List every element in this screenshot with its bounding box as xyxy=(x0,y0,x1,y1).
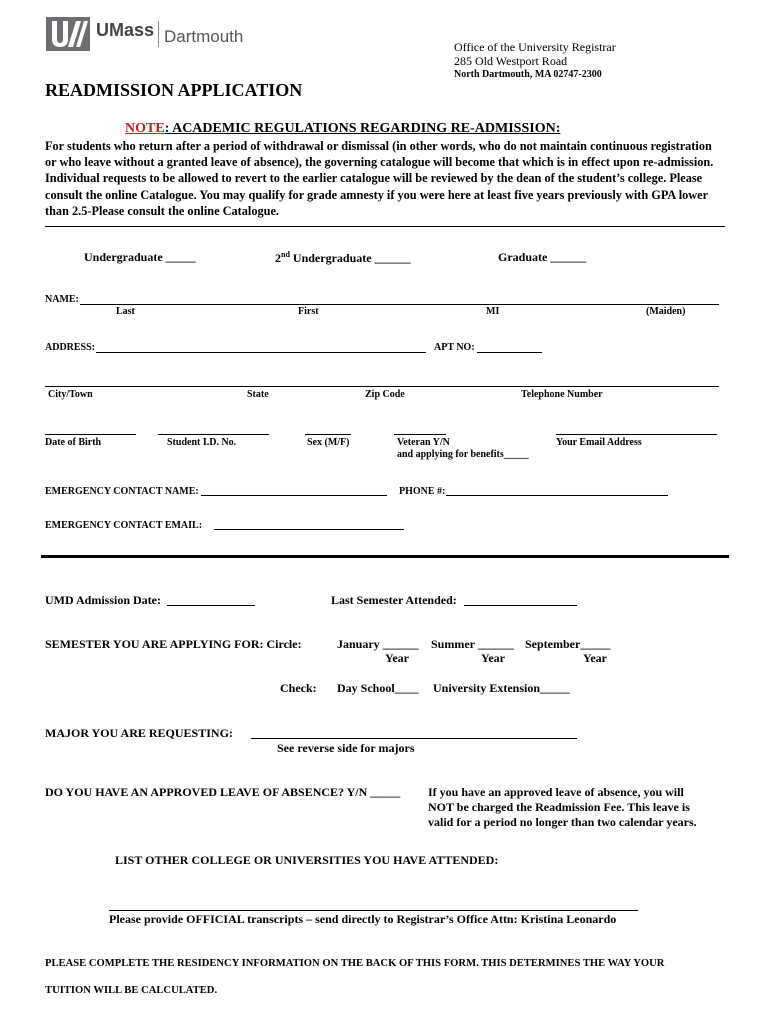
state-caption: State xyxy=(247,389,269,400)
transcripts-note: Please provide OFFICIAL transcripts – send directly to Registrar’s Office Attn: Kristina Leonardo xyxy=(109,912,617,926)
january-year-caption: Year xyxy=(385,651,409,665)
veteran-caption: Veteran Y/N xyxy=(397,437,450,448)
note-heading xyxy=(125,121,560,137)
logo-dartmouth-text: Dartmouth xyxy=(164,27,244,46)
section-divider xyxy=(41,555,729,558)
emergency-phone-field[interactable] xyxy=(446,495,668,496)
city-state-zip-phone-field[interactable] xyxy=(45,386,719,387)
residency-line-1: PLEASE COMPLETE THE RESIDENCY INFORMATION ON THE BACK OF THIS FORM. THIS DETERMINES THE WAY YOUR xyxy=(45,958,665,969)
second-undergraduate-field[interactable] xyxy=(275,250,411,266)
leave-question[interactable]: DO YOU HAVE AN APPROVED LEAVE OF ABSENCE? Y/N _____ xyxy=(45,785,401,799)
emergency-phone-label: PHONE #: xyxy=(399,486,446,497)
major-field[interactable] xyxy=(251,738,577,739)
name-mi-caption: MI xyxy=(486,306,500,317)
office-line-2: 285 Old Westport Road xyxy=(454,54,568,68)
emergency-email-field[interactable] xyxy=(214,529,404,530)
veteran-field[interactable] xyxy=(394,434,446,435)
graduate-field[interactable]: Graduate ______ xyxy=(498,250,587,264)
last-semester-label: Last Semester Attended: xyxy=(331,593,457,607)
name-maiden-caption: (Maiden) xyxy=(646,306,686,317)
umass-seal-icon xyxy=(46,17,90,51)
office-line-3: North Dartmouth, MA 02747-2300 xyxy=(454,69,602,80)
second-number: 2 xyxy=(275,251,281,265)
page-title: READMISSION APPLICATION xyxy=(45,80,303,100)
student-id-field[interactable] xyxy=(158,434,269,435)
dob-caption: Date of Birth xyxy=(45,437,102,448)
apt-field[interactable] xyxy=(477,352,542,353)
sex-caption: Sex (M/F) xyxy=(307,437,350,448)
september-year-caption: Year xyxy=(583,651,607,665)
name-last-caption: Last xyxy=(116,306,135,317)
last-semester-field[interactable] xyxy=(464,605,577,606)
residency-line-2: TUITION WILL BE CALCULATED. xyxy=(45,985,218,996)
email-caption: Your Email Address xyxy=(556,437,642,448)
second-label: Undergraduate ______ xyxy=(289,251,411,265)
sex-field[interactable] xyxy=(305,434,351,435)
student-id-caption: Student I.D. No. xyxy=(167,437,237,448)
note-heading-text: : ACADEMIC REGULATIONS REGARDING RE-ADMISSION: xyxy=(164,121,561,136)
umass-logo xyxy=(46,17,256,51)
office-line-1: Office of the University Registrar xyxy=(454,40,616,54)
veteran-benefits-caption[interactable]: and applying for benefits_____ xyxy=(397,449,529,460)
emergency-email-label: EMERGENCY CONTACT EMAIL: xyxy=(45,520,203,531)
semester-january[interactable]: January ______ xyxy=(337,637,419,651)
check-label: Check: xyxy=(280,681,317,695)
undergraduate-field[interactable]: Undergraduate _____ xyxy=(84,250,196,264)
apt-label: APT NO: xyxy=(434,342,475,353)
note-label: NOTE xyxy=(125,121,165,136)
name-label: NAME: xyxy=(45,294,79,305)
colleges-label: LIST OTHER COLLEGE OR UNIVERSITIES YOU HAVE ATTENDED: xyxy=(115,853,499,867)
address-field[interactable] xyxy=(96,352,426,353)
umd-admission-field[interactable] xyxy=(167,605,255,606)
semester-september[interactable]: September_____ xyxy=(525,637,611,651)
name-first-caption: First xyxy=(298,306,319,317)
note-body: For students who return after a period of withdrawal or dismissal (in other words, who do not maintain continuous registration or who leave without a granted leave of absence), the governing catalogue will become that which is in effect upon re-admission. Individual requests to be allowed to revert to the earlier catalogue will be reviewed by the dean of the student’s college. Please consult the online Catalogue. You may qualify for grade amnesty if you were here at least five years previously with GPA lower than 2.5-Please consult the online Catalogue. xyxy=(45,139,714,218)
second-suffix: nd xyxy=(281,250,290,259)
logo-umass-text: UMass xyxy=(96,20,155,40)
university-extension-option[interactable]: University Extension_____ xyxy=(433,681,571,695)
major-note: See reverse side for majors xyxy=(277,741,415,755)
phone-caption: Telephone Number xyxy=(521,389,603,400)
emergency-name-label: EMERGENCY CONTACT NAME: xyxy=(45,486,199,497)
umd-admission-label: UMD Admission Date: xyxy=(45,593,161,607)
semester-summer[interactable]: Summer ______ xyxy=(431,637,514,651)
note-divider xyxy=(45,226,725,227)
leave-note-2: NOT be charged the Readmission Fee. This leave is xyxy=(428,800,690,814)
emergency-name-field[interactable] xyxy=(201,495,387,496)
email-field[interactable] xyxy=(556,434,717,435)
colleges-field[interactable] xyxy=(109,910,638,911)
summer-year-caption: Year xyxy=(481,651,505,665)
leave-note-1: If you have an approved leave of absence, you will xyxy=(428,785,684,799)
major-label: MAJOR YOU ARE REQUESTING: xyxy=(45,726,233,740)
dob-field[interactable] xyxy=(45,434,136,435)
name-field[interactable] xyxy=(80,304,719,305)
city-caption: City/Town xyxy=(48,389,93,400)
day-school-option[interactable]: Day School____ xyxy=(337,681,419,695)
address-label: ADDRESS: xyxy=(45,342,96,353)
zip-caption: Zip Code xyxy=(365,389,405,400)
leave-note-3: valid for a period no longer than two calendar years. xyxy=(428,815,697,829)
logo-divider xyxy=(158,21,159,47)
semester-label: SEMESTER YOU ARE APPLYING FOR: Circle: xyxy=(45,637,302,651)
